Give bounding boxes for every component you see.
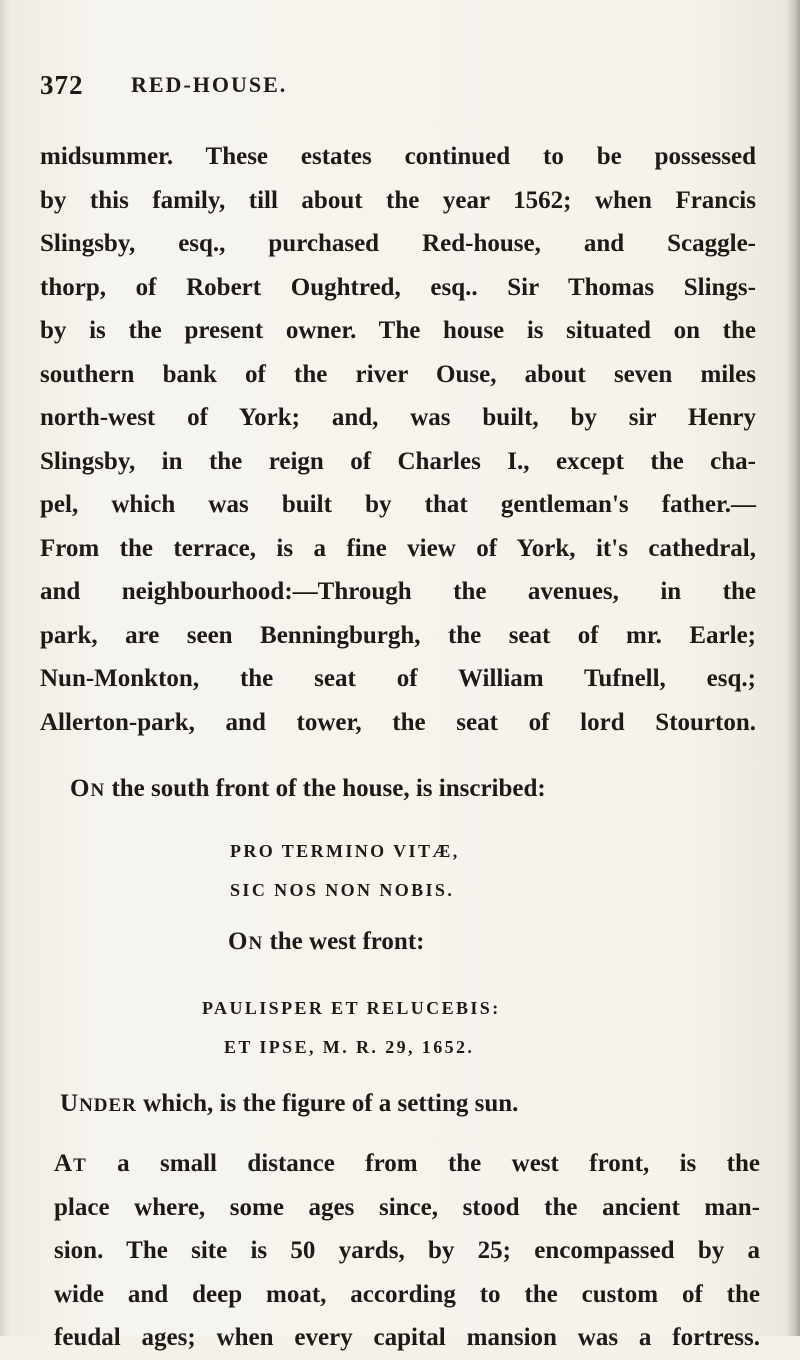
paragraph-1 [40,135,756,744]
text-line: park, are seen Benningburgh, the seat of mr. Earle; [40,621,756,649]
under-text: which, is the figure of a setting sun. [136,1090,519,1117]
text-line-first [54,1142,760,1186]
paragraph-2-first-text: a small distance from the west front, is the [86,1150,760,1177]
text-line: Nun-Monkton, the seat of William Tufnell, esq.; [40,665,756,692]
south-front-caption [70,775,546,803]
text-line: Slingsby, esq., purchased Red-house, and Scaggle- [40,230,756,257]
text-line: by this family, till about the year 1562; when Francis [40,186,756,214]
text-line: southern bank of the river Ouse, about seven miles [40,360,756,388]
under-initial-rest: NDER [79,1095,137,1116]
paragraph-2-initial-rest: T [73,1155,87,1176]
text-line: midsummer. These estates continued to be possessed [40,143,756,170]
header-title: RED-HOUSE. [131,72,288,97]
text-line: Slingsby, in the reign of Charles I., except the cha- [40,447,756,475]
south-inscription-line-2: SIC NOS NON NOBIS. [230,880,455,900]
paragraph-2 [54,1142,760,1360]
south-front-initial: O [70,775,91,802]
west-inscription-line-2: ET IPSE, M. R. 29, 1652. [224,1037,475,1057]
text-line: feudal ages; when every capital mansion was a fortress. [54,1324,760,1351]
south-front-text: the south front of the house, is inscribed: [105,775,546,802]
page-left-shadow [0,0,10,1336]
text-line: sion. The site is 50 yards, by 25; encompassed by a [54,1237,760,1264]
text-line: thorp, of Robert Oughtred, esq.. Sir Thomas Slings- [40,273,756,301]
south-front-initial-rest: N [90,780,106,801]
west-front-initial-rest: N [248,933,264,954]
under-initial: U [60,1090,80,1117]
west-inscription-line-1: PAULISPER ET RELUCEBIS: [202,998,501,1018]
page-right-shadow [786,0,800,1336]
text-line: place where, some ages since, stood the ancient man- [54,1193,760,1221]
text-line: and neighbourhood:—Through the avenues, in the [40,578,756,605]
text-line: pel, which was built by that gentleman's father.— [40,491,756,518]
west-front-caption [228,928,425,956]
text-line: Allerton-park, and tower, the seat of lord Stourton. [40,708,756,736]
west-front-text: the west front: [263,928,425,955]
text-line: north-west of York; and, was built, by sir Henry [40,404,756,431]
paragraph-2-initial: A [54,1150,74,1177]
text-line: wide and deep moat, according to the custom of the [54,1280,760,1308]
under-caption [60,1090,518,1118]
page-number: 372 [40,70,84,100]
text-line: by is the present owner. The house is situated on the [40,317,756,344]
south-inscription-line-1: PRO TERMINO VITÆ, [230,841,460,861]
west-front-initial: O [228,928,249,955]
text-line: From the terrace, is a fine view of York, it's cathedral, [40,534,756,562]
running-head [40,62,740,102]
